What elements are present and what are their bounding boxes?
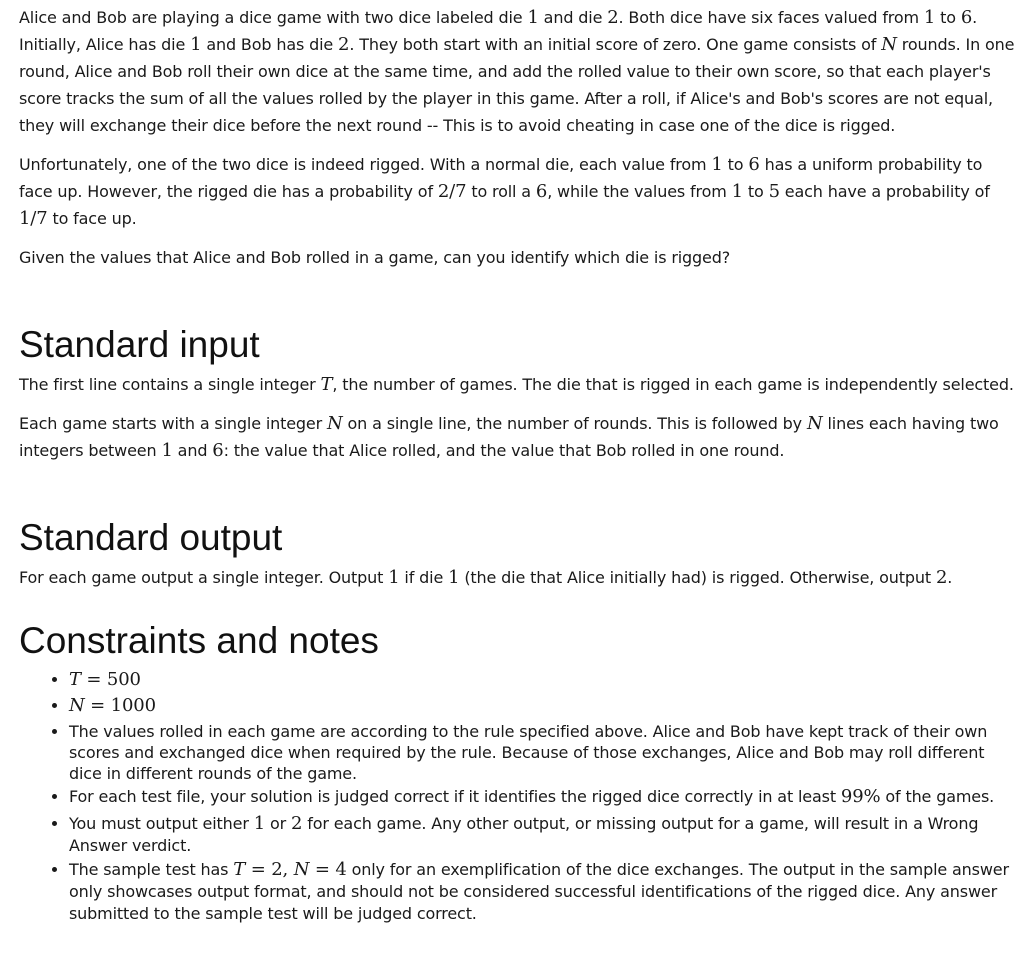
text-run: and Bob has die <box>201 35 339 54</box>
text-run: , the number of games. The die that is rigged in each game is independently selected. <box>332 375 1014 394</box>
math-value: 2 <box>290 813 303 834</box>
math-eq: = 1000 <box>84 695 156 716</box>
list-item <box>69 813 1015 857</box>
math-value: 6 <box>748 154 760 175</box>
list-item <box>69 695 1015 717</box>
text-run: Each game starts with a single integer <box>19 414 327 433</box>
list-item: • The values rolled in each game are according to the rule specified above. Alice and Bob have kept track of their own scores and exchanged dice when required by the rule. Because of those exchanges, Alice and Bob may roll different dice in different rounds of the game. <box>69 721 1015 784</box>
text-run: For each test file, your solution is judged correct if it identifies the rigged dice correctly in at least <box>69 787 841 806</box>
list-item <box>69 859 1015 925</box>
text-run: , while the values from <box>547 182 732 201</box>
math-eq: = 4 <box>309 859 347 880</box>
math-n: N <box>327 413 343 434</box>
text-run: lines each having two integers between <box>19 414 999 460</box>
text-run: each have a probability of <box>779 182 990 201</box>
text-run: has a uniform probability to face up. However, the rigged die has a probability of <box>19 155 983 201</box>
math-value: 1 <box>161 440 173 461</box>
text-run: : the value that Alice rolled, and the value that Bob rolled in one round. <box>223 441 785 460</box>
math-n: N <box>69 695 85 716</box>
rigged-die-paragraph <box>19 151 1015 232</box>
text-run: (the die that Alice initially had) is rigged. Otherwise, output <box>459 568 936 587</box>
standard-output-heading: Standard output <box>19 517 283 558</box>
math-value: 2 <box>935 567 948 588</box>
input-game-paragraph <box>19 410 1015 464</box>
text-run: Unfortunately, one of the two dice is indeed rigged. With a normal die, each value from <box>19 155 712 174</box>
constraints-list <box>19 669 1015 925</box>
text-run: if die <box>399 568 449 587</box>
math-eq: = 500 <box>80 669 141 690</box>
text-run: . Both dice have six faces valued from <box>618 8 924 27</box>
math-n: N <box>293 859 310 880</box>
math-equation <box>233 859 346 880</box>
input-first-line-paragraph <box>19 371 1015 398</box>
intro-paragraph <box>19 4 1015 139</box>
math-t: T <box>320 374 333 395</box>
math-value: 1 <box>731 181 743 202</box>
text-run: The sample test has <box>69 860 234 879</box>
math-value: 1 <box>388 567 400 588</box>
text-run: to face up. <box>47 209 137 228</box>
math-value: 6 <box>535 181 548 202</box>
math-variable <box>807 413 823 434</box>
text-run: on a single line, the number of rounds. This is followed by <box>342 414 807 433</box>
math-value: 1 <box>448 567 460 588</box>
text-run: to <box>935 8 961 27</box>
math-fraction: 1/7 <box>19 208 48 229</box>
math-eq: = 2, <box>245 859 294 880</box>
math-equation <box>69 669 141 690</box>
math-value: 6 <box>212 440 224 461</box>
math-n: N <box>806 413 823 434</box>
standard-input-heading: Standard input <box>19 324 260 365</box>
text-run: . They both start with an initial score of zero. One game consists of <box>349 35 882 54</box>
math-value: 1 <box>923 7 936 28</box>
text-run: to <box>722 155 749 174</box>
text-run: only for an exemplification of the dice exchanges. The output in the sample answer only showcases output format, and should not be considered successful identifications of the rigged dice. Any answer submitted to the sample test will be judged correct. <box>69 860 1009 923</box>
math-die-two: 2 <box>607 7 619 28</box>
math-value: 6 <box>960 7 973 28</box>
question-paragraph: Given the values that Alice and Bob rolled in a game, can you identify which die is rigged? <box>19 248 731 267</box>
output-paragraph <box>19 564 1015 591</box>
text-run: rounds. In one round, Alice and Bob roll their own dice at the same time, and add the rolled value to their own score, so that each player's score tracks the sum of all the values rolled by the player in this game. After a roll, if Alice's and Bob's scores are not equal, they will exchange their dice before the next round -- This is to avoid cheating in case one of the dice is rigged. <box>19 35 1015 135</box>
math-value: 1 <box>190 34 202 55</box>
text-run: to <box>742 182 769 201</box>
text-run: for each game. Any other output, or missing output for a game, will result in a Wrong Answer verdict. <box>69 814 979 855</box>
math-t: T <box>69 669 81 690</box>
math-fraction: 2/7 <box>437 181 467 202</box>
text-run: For each game output a single integer. Output <box>19 568 389 587</box>
text-run: and die <box>538 8 608 27</box>
math-value: 5 <box>768 181 780 202</box>
math-value: 1 <box>711 154 723 175</box>
math-percent: 99% <box>840 786 881 807</box>
text-run: . <box>947 568 953 587</box>
math-variable <box>321 374 333 395</box>
problem-statement <box>19 4 1015 927</box>
math-variable <box>327 413 343 434</box>
list-item <box>69 669 1015 691</box>
text-run: of the games. <box>880 787 995 806</box>
text-run: You must output either <box>69 814 254 833</box>
math-die-one: 1 <box>527 7 539 28</box>
math-variable <box>881 34 897 55</box>
text-run: and <box>172 441 213 460</box>
math-n: N <box>881 34 897 55</box>
text-run: to roll a <box>466 182 536 201</box>
text-run: The first line contains a single integer <box>19 375 321 394</box>
text-run: . Initially, Alice has die <box>19 8 978 54</box>
list-item <box>69 786 1015 808</box>
text-run: or <box>265 814 291 833</box>
math-value: 1 <box>253 813 266 834</box>
math-t: T <box>233 859 246 880</box>
constraints-heading: Constraints and notes <box>19 620 379 661</box>
math-equation <box>69 695 156 716</box>
math-value: 2 <box>338 34 350 55</box>
text-run: Alice and Bob are playing a dice game with two dice labeled die <box>19 8 528 27</box>
